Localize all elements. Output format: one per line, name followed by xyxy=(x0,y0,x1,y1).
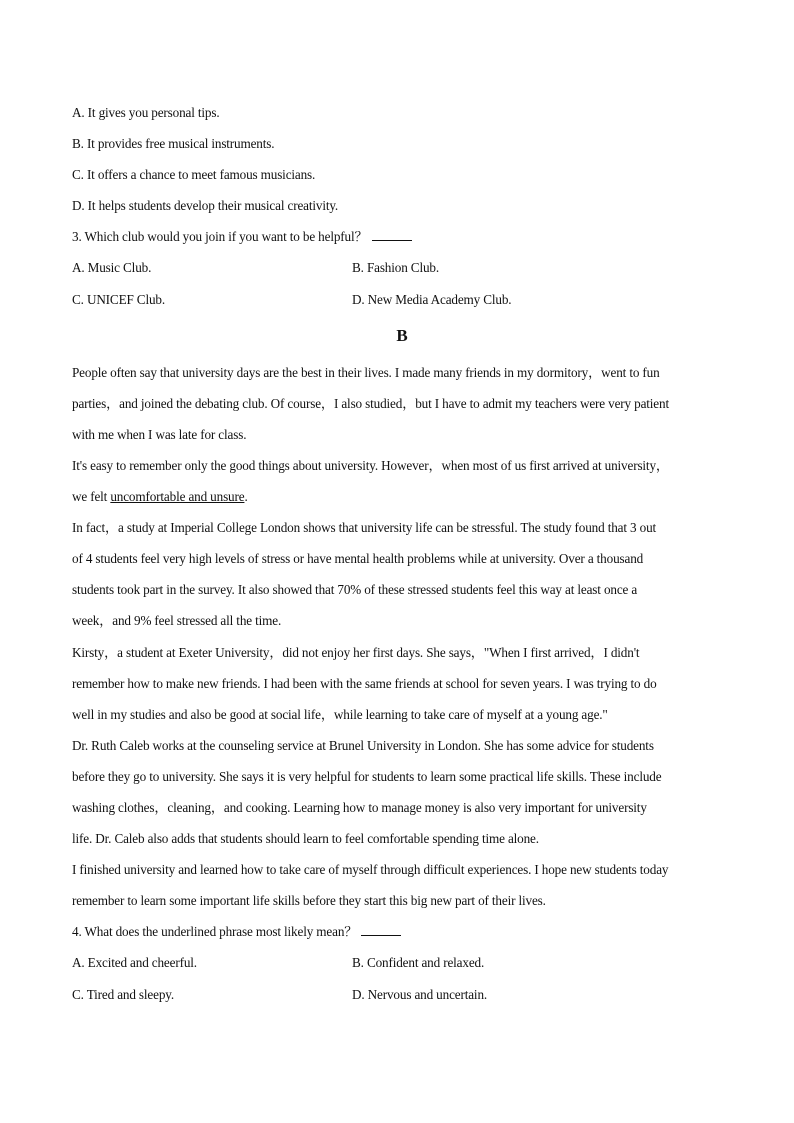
passage-line xyxy=(72,481,732,512)
section-heading: B xyxy=(396,325,408,345)
passage-line: I finished university and learned how to take care of myself through difficult experiences. I hope new students today xyxy=(72,862,669,878)
worksheet-page xyxy=(72,97,732,1010)
q4-options-row-1 xyxy=(72,947,732,978)
passage-line: washing clothes，cleaning，and cooking. Learning how to manage money is also very important for university xyxy=(72,799,647,815)
q4-option-a: A. Excited and cheerful. xyxy=(72,955,197,971)
passage-line: students took part in the survey. It also showed that 70% of these stressed students feel this way at least once a xyxy=(72,582,638,598)
passage-text: . xyxy=(244,489,248,505)
q2-option-b: B. It provides free musical instruments. xyxy=(72,136,275,152)
q3-options-row-2 xyxy=(72,284,732,315)
passage-line: before they go to university. She says it is very helpful for students to learn some practical life skills. These include xyxy=(72,768,662,784)
passage-line: It's easy to remember only the good things about university. However，when most of us first arrived at university， xyxy=(72,457,669,473)
q3-answer-blank xyxy=(372,230,412,241)
q2-option-a: A. It gives you personal tips. xyxy=(72,105,220,120)
passage-line: with me when I was late for class. xyxy=(72,426,247,442)
q2-option-c: C. It offers a chance to meet famous musicians. xyxy=(72,167,316,183)
reading-passage xyxy=(72,357,732,917)
q3-option-a: A. Music Club. xyxy=(72,260,152,276)
q4-option-d: D. Nervous and uncertain. xyxy=(352,986,488,1002)
q3-option-b: B. Fashion Club. xyxy=(352,260,439,276)
q4-option-b: B. Confident and relaxed. xyxy=(352,955,485,971)
passage-line: remember to learn some important life skills before they start this big new part of their lives. xyxy=(72,893,546,909)
passage-line: week，and 9% feel stressed all the time. xyxy=(72,613,282,629)
q3-option-d: D. New Media Academy Club. xyxy=(352,291,512,307)
q4-option-c: C. Tired and sleepy. xyxy=(72,986,175,1002)
passage-line: remember how to make new friends. I had been with the same friends at school for seven years. I was trying to do xyxy=(72,675,657,691)
passage-line: Dr. Ruth Caleb works at the counseling service at Brunel University in London. She has some advice for students xyxy=(72,737,654,753)
q4-answer-blank xyxy=(361,925,401,936)
q4-stem: 4. What does the underlined phrase most likely mean？ xyxy=(72,924,358,940)
passage-line: of 4 students feel very high levels of stress or have mental health problems while at university. Over a thousand xyxy=(72,551,644,567)
passage-text: we felt xyxy=(72,489,111,505)
passage-line: well in my studies and also be good at social life，while learning to take care of myself at a young age." xyxy=(72,706,608,722)
q3-option-c: C. UNICEF Club. xyxy=(72,291,166,307)
passage-line: life. Dr. Caleb also adds that students should learn to feel comfortable spending time alone. xyxy=(72,831,539,847)
q3-options-row-1 xyxy=(72,252,732,283)
q4-options-row-2 xyxy=(72,979,732,1010)
q3-stem-row xyxy=(72,221,732,252)
passage-line: In fact，a study at Imperial College London shows that university life can be stressful. The study found that 3 out xyxy=(72,520,657,536)
passage-line: Kirsty，a student at Exeter University，did not enjoy her first days. She says，"When I first arrived，I didn't xyxy=(72,644,640,660)
q2-option-d: D. It helps students develop their musical creativity. xyxy=(72,198,339,214)
underlined-phrase: uncomfortable and unsure xyxy=(110,489,245,505)
q3-stem: 3. Which club would you join if you want to be helpful？ xyxy=(72,229,368,245)
passage-line: People often say that university days are the best in their lives. I made many friends in my dormitory，went to fun xyxy=(72,364,660,380)
q4-stem-row xyxy=(72,916,732,947)
passage-line: parties，and joined the debating club. Of course，I also studied，but I have to admit my teachers were very patient xyxy=(72,395,669,411)
